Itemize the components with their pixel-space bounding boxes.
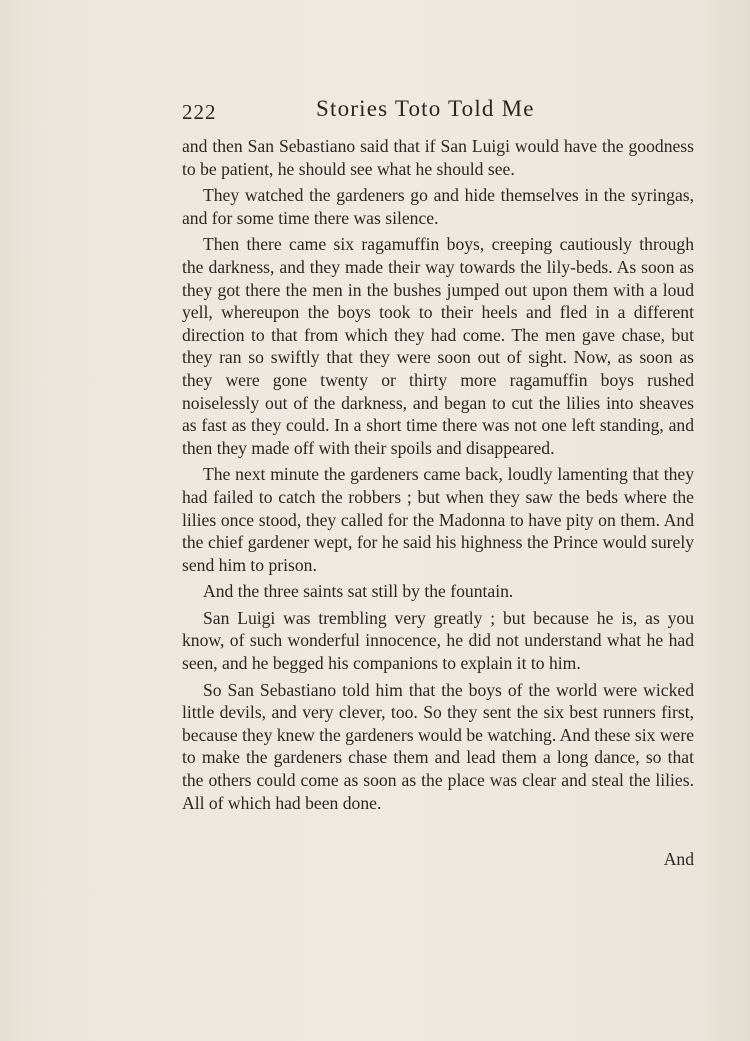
- running-title: Stories Toto Told Me: [316, 96, 535, 121]
- paragraph: So San Sebastiano told him that the boys of the world were wicked little devils, and very clever, too. So they sent the six best runners first, because they knew the gardeners would be watching. And these six were to make the gardeners chase them and lead them a long dance, so that the others could come as soon as the place was clear and steal the lilies. All of which had been done.: [182, 679, 695, 813]
- page-header: [182, 96, 694, 130]
- body-text: [182, 135, 694, 814]
- page-number: 222: [182, 100, 217, 124]
- paragraph: The next minute the gardeners came back, loudly lamenting that they had failed to catch the robbers ; but when they saw the beds where the lilies once stood, they called for the Madonna to have pity on them. And the chief gardener wept, for he said his highness the Prince would surely send him to prison.: [182, 464, 694, 575]
- paragraph: San Luigi was trembling very greatly ; but because he is, as you know, of such wonderful innocence, he did not understand what he had seen, and he begged his companions to explain it to him.: [182, 607, 694, 674]
- catchword: And: [663, 849, 694, 869]
- paragraph: Then there came six ragamuffin boys, creeping cautiously through the darkness, and they made their way towards the lily-beds. As soon as they got there the men in the bushes jumped out upon them with a loud yell, whereupon the boys took to their heels and fled in a different direction to that from which they had come. The men gave chase, but they ran so swiftly that they were soon out of sight. Now, as soon as they were gone twenty or thirty more ragamuffin boys rushed noiselessly out of the darkness, and began to cut the lilies into sheaves as fast as they could. In a short time there was not one left standing, and then they made off with their spoils and disappeared.: [182, 234, 694, 458]
- paragraph: And the three saints sat still by the fountain.: [203, 581, 514, 602]
- paragraph: They watched the gardeners go and hide themselves in the syringas, and for some time there was silence.: [182, 185, 694, 228]
- paragraph-continuation: and then San Sebastiano said that if San Luigi would have the goodness to be patient, he should see what he should see.: [182, 136, 694, 179]
